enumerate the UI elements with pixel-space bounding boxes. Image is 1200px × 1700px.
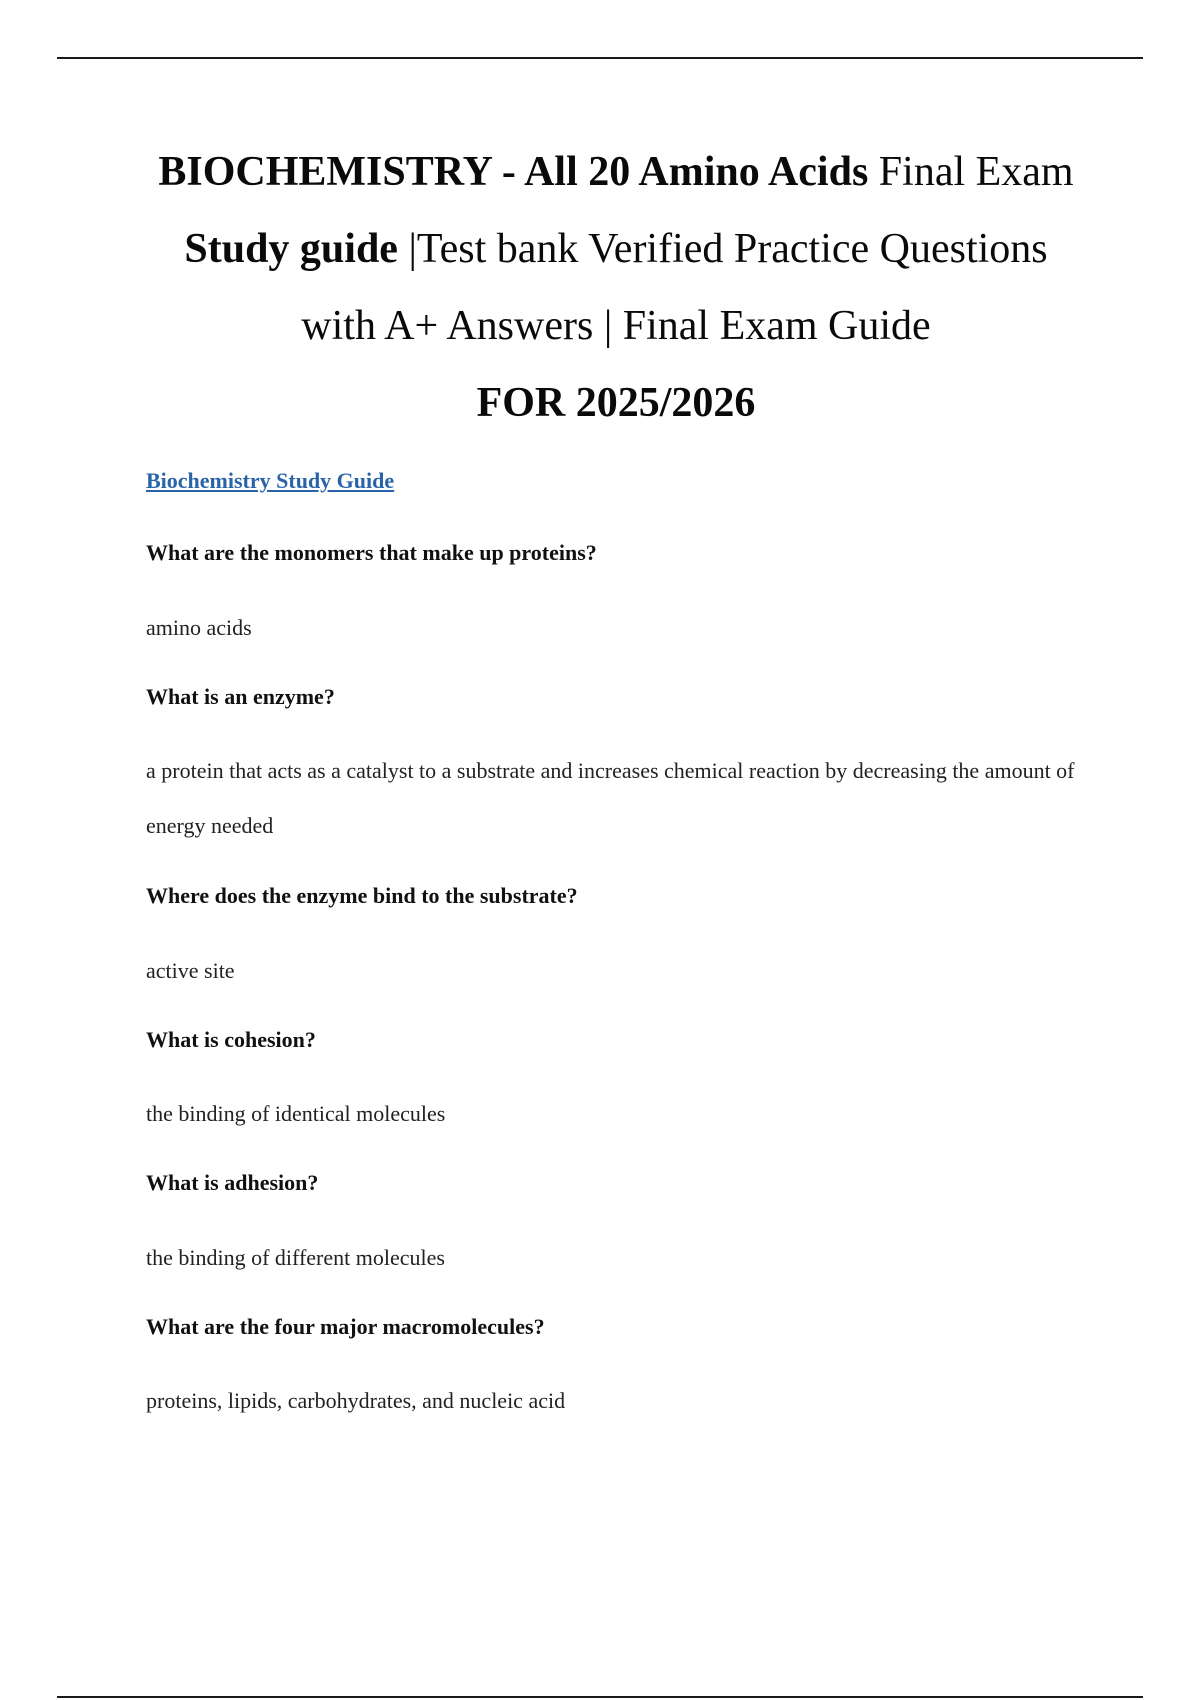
answer: the binding of identical molecules <box>146 1101 446 1126</box>
qa-item-4 <box>146 1025 1076 1055</box>
answer-1 <box>146 600 1076 655</box>
document-title <box>146 134 1086 442</box>
qa-item-5 <box>146 1168 1076 1198</box>
answer: the binding of different molecules <box>146 1245 445 1270</box>
question: What is adhesion? <box>146 1170 319 1195</box>
qa-item-3 <box>146 881 1076 911</box>
answer: amino acids <box>146 615 252 640</box>
answer-6 <box>146 1373 1076 1428</box>
title-part-1: BIOCHEMISTRY - All 20 Amino Acids <box>158 149 869 195</box>
question: Where does the enzyme bind to the substrate? <box>146 883 578 908</box>
answer: active site <box>146 958 235 983</box>
answer-3 <box>146 943 1076 998</box>
study-guide-link[interactable]: Biochemistry Study Guide <box>146 468 395 493</box>
answer-5 <box>146 1230 1076 1285</box>
question: What is an enzyme? <box>146 684 335 709</box>
title-part-4: |Test bank Verified Practice Questions with A+ Answers | Final Exam Guide <box>301 226 1048 349</box>
title-part-5: FOR 2025/2026 <box>476 380 756 426</box>
bottom-rule <box>57 1696 1143 1698</box>
top-rule <box>57 57 1143 59</box>
title-part-3: Study guide <box>184 226 398 272</box>
qa-item-6 <box>146 1312 1076 1342</box>
question: What are the four major macromolecules? <box>146 1314 545 1339</box>
question: What are the monomers that make up proteins? <box>146 540 597 565</box>
question: What is cohesion? <box>146 1027 316 1052</box>
qa-item-1 <box>146 538 1076 568</box>
answer: proteins, lipids, carbohydrates, and nucleic acid <box>146 1388 566 1413</box>
answer-2 <box>146 743 1076 853</box>
title-part-2: Final Exam <box>868 149 1074 195</box>
answer-4 <box>146 1086 1076 1141</box>
answer: a protein that acts as a catalyst to a substrate and increases chemical reaction by decreasing the amount of energy needed <box>146 758 1075 838</box>
qa-item-2 <box>146 682 1076 712</box>
